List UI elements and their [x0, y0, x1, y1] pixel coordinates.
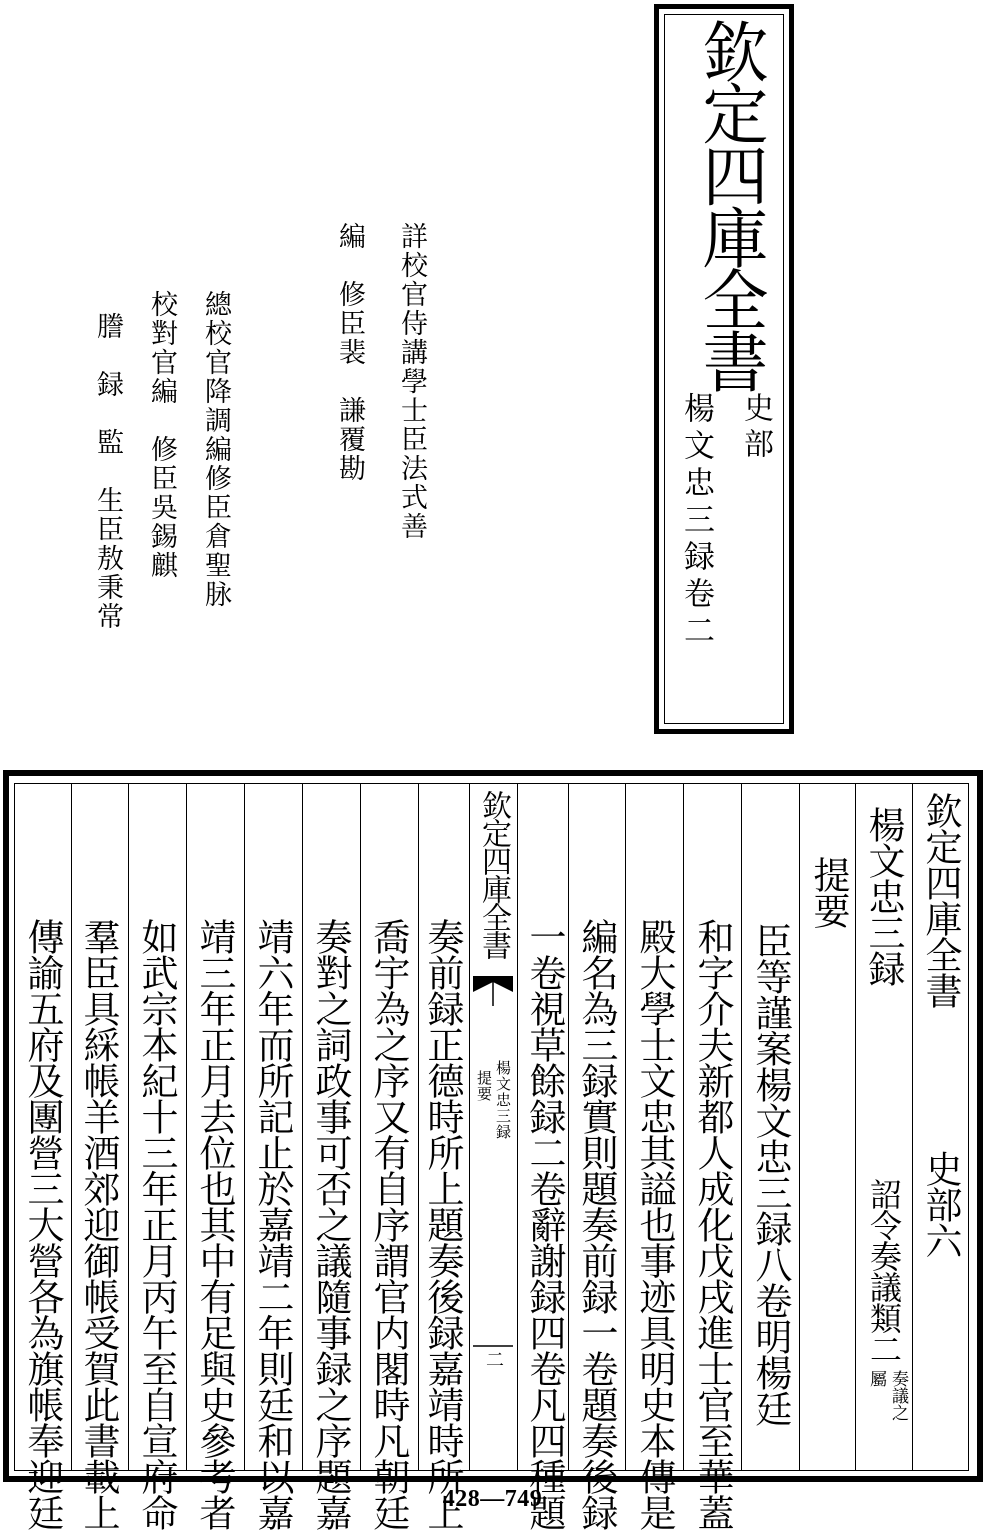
text-line: 喬宇為之序又有自序謂官内閣時凡朝廷 — [367, 918, 410, 1530]
column-rule — [741, 783, 742, 1471]
text-line: 殿大學士文忠其謚也事迹具明史本傳是 — [633, 918, 676, 1530]
column-rule — [302, 783, 303, 1471]
text-line: 羣臣具綵帳羊酒郊迎御帳受賀此書載上 — [77, 918, 120, 1530]
cover-title: 欽定四庫全書 — [691, 18, 768, 390]
column-rule — [683, 783, 684, 1471]
text-line: 如武宗本紀十三年正月丙午至自宣府命 — [135, 918, 178, 1530]
column-rule — [360, 783, 361, 1471]
text-line: 臣等謹案楊文忠三録八卷明楊廷 — [749, 922, 792, 1426]
text-line: 編名為三録實則題奏前録一卷題奏後録 — [575, 918, 618, 1530]
page-classification: 詔令奏議類二 — [865, 1178, 903, 1364]
text-line: 靖六年而所記止於嘉靖二年則廷和以嘉 — [251, 918, 294, 1530]
text-line: 和字介夫新都人成化戊戌進士官至華蓋 — [691, 918, 734, 1530]
credit-zongjiao: 總校官降調編修臣倉聖脉 — [200, 290, 231, 609]
column-rule — [517, 783, 518, 1471]
text-line: 奏前録正德時所上題奏後録嘉靖時所上 — [421, 918, 464, 1530]
footer-page-reference: 428—749 — [442, 1486, 543, 1512]
column-rule — [799, 783, 800, 1471]
column-rule — [568, 783, 569, 1471]
gutter-section: 提要 — [475, 1070, 493, 1102]
text-line: 一卷視草餘録二卷辭謝録四卷凡四種題 — [523, 918, 566, 1530]
page-classification-note: 奏議之屬 — [866, 1370, 908, 1421]
column-rule — [625, 783, 626, 1471]
column-rule — [418, 783, 419, 1471]
text-line: 奏對之詞政事可否之議隨事録之序題嘉 — [309, 918, 352, 1530]
text-line: 靖三年正月去位也其中有足與史參考者 — [193, 918, 236, 1530]
column-rule — [128, 783, 129, 1471]
credit-tenglu: 謄 録 監 生臣敖秉常 — [92, 312, 123, 631]
cover-book-title: 楊文忠三録卷二 — [678, 392, 714, 651]
credit-bianxiu: 編 修臣裴 謙覆勘 — [334, 222, 365, 483]
page-header-title: 欽定四庫全書 — [919, 792, 962, 1008]
text-line: 傳諭五府及團營三大營各為旗帳奉迎廷 — [21, 918, 64, 1530]
column-rule — [244, 783, 245, 1471]
credit-xiangjiao: 詳校官侍講學士臣法式善 — [396, 222, 427, 541]
cover-category: 史部 — [738, 392, 773, 464]
credit-jiaodui: 校對官編 修臣吳錫麒 — [146, 290, 177, 580]
column-rule — [912, 783, 913, 1471]
gutter-title: 欽定四庫全書 — [476, 790, 511, 958]
gutter-page-number: 二 — [483, 1350, 504, 1369]
section-heading: 提要 — [807, 856, 850, 928]
gutter-book: 楊文忠三録 — [494, 1060, 512, 1140]
column-rule — [71, 783, 72, 1471]
page-book-title: 楊文忠三録 — [862, 806, 905, 986]
page-header-category: 史部六 — [919, 1150, 962, 1258]
column-rule — [855, 783, 856, 1471]
column-rule — [186, 783, 187, 1471]
